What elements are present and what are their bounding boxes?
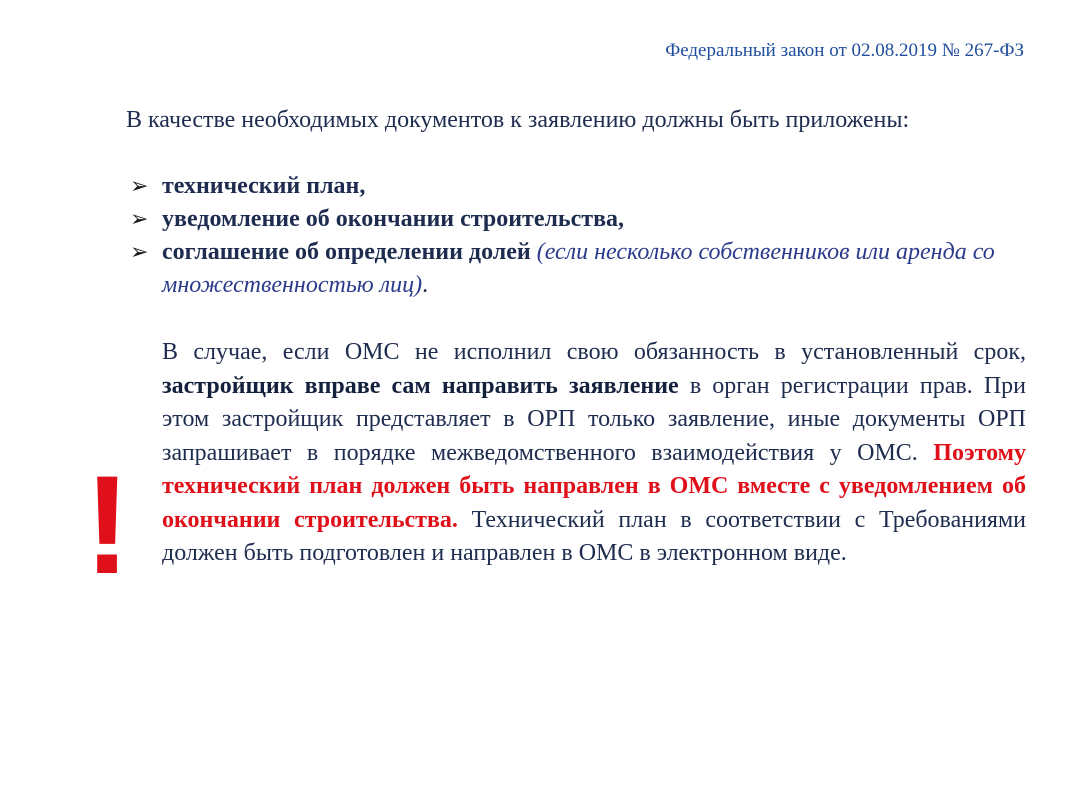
paragraph-part-5: Технический план в соответствии с Требованиями должен быть подготовлен и направлен в ОМС в электронном виде. — [162, 506, 1026, 566]
list-item-bold: технический план, — [162, 173, 366, 199]
list-item-tail: . — [422, 272, 429, 298]
arrow-bullet-icon: ➢ — [130, 174, 149, 199]
list-item-bold: уведомление об окончании строительства, — [162, 206, 625, 232]
law-reference: Федеральный закон от 02.08.2019 № 267-ФЗ — [665, 40, 1024, 61]
paragraph-part-1: В случае, если ОМС не исполнил свою обязанность в установленный срок, — [162, 339, 1026, 365]
list-item — [130, 236, 1026, 302]
list-item-bold: соглашение об определении долей — [162, 239, 531, 265]
paragraph-bold-part: застройщик вправе сам направить заявление — [162, 372, 679, 399]
main-paragraph — [162, 336, 1026, 571]
exclamation-icon: ! — [84, 446, 131, 603]
list-item — [130, 170, 1026, 203]
intro-text: В качестве необходимых документов к заявлению должны быть приложены: — [126, 107, 910, 133]
paragraph-red-part: Поэтому технический план должен быть направлен в ОМС вместе с уведомлением об окончании строительства. — [162, 439, 1026, 533]
list-item-note: (если несколько собственников или аренда со множественностью лиц) — [162, 239, 995, 298]
arrow-bullet-icon: ➢ — [130, 207, 149, 232]
paragraph-part-3: в орган регистрации прав. При этом застройщик представляет в ОРП только заявление, иные документы ОРП запрашивает в порядке межведомственного взаимодействия у ОМС. — [162, 372, 1027, 466]
required-documents-list — [130, 170, 1026, 302]
arrow-bullet-icon: ➢ — [130, 240, 149, 265]
list-item — [130, 203, 1026, 236]
